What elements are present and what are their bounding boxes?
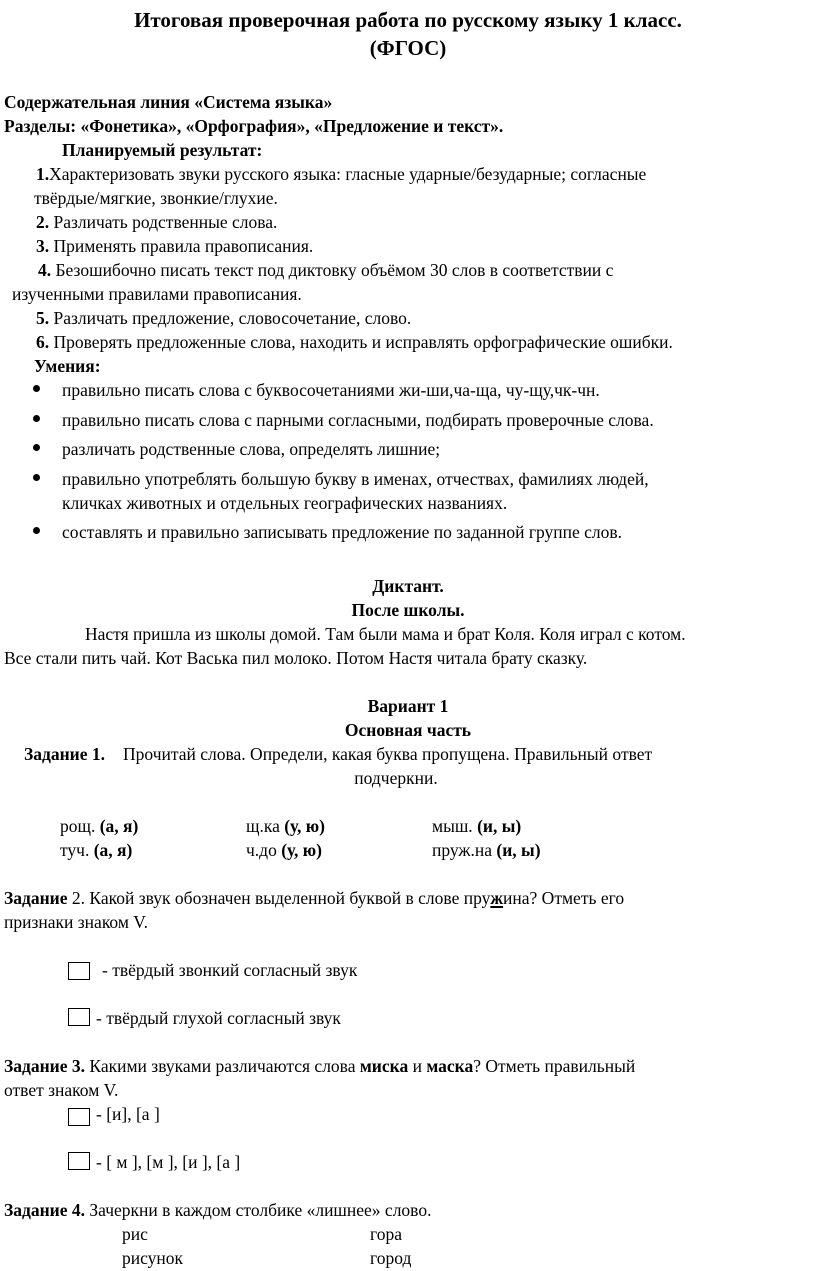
result-num: 3. [36,236,50,256]
result-text: Проверять предложенные слова, находить и исправлять орфографические ошибки. [49,332,673,352]
column-1-word[interactable]: рис [122,1224,148,1244]
task-3-question [4,1054,635,1078]
sections-line: Разделы: «Фонетика», «Орфография», «Предложение и текст». [4,116,504,136]
column-2-word[interactable]: гора [370,1224,403,1244]
result-num: 5. [36,308,50,328]
task-2-question [4,886,624,910]
task-text: ? Отметь правильный [473,1056,636,1076]
answer-checkbox[interactable] [68,1152,90,1170]
answer-checkbox[interactable] [68,1008,90,1026]
column-1-word[interactable]: рисунок [122,1248,184,1268]
bullet-icon [33,415,40,422]
answer-option: - [и], [а ] [96,1104,160,1124]
skill-item: составлять и правильно записывать предложение по заданной группе слов. [62,522,623,542]
dictation-line-2: Все стали пить чай. Кот Васька пил молоко. Потом Настя читала брату сказку. [4,648,588,668]
dictation-heading: Диктант. [372,576,444,596]
task-text: Зачеркни в каждом столбике «лишнее» слово. [85,1200,432,1220]
content-line: Содержательная линия «Система языка» [4,92,333,112]
variant-subheading: Основная часть [344,720,472,740]
word-options: (у, ю) [284,816,326,836]
result-text: Различать родственные слова. [49,212,278,232]
result-1 [36,162,646,186]
word-item [432,814,521,838]
word-options: (и, ы) [496,840,541,860]
page-title: Итоговая проверочная работа по русскому языку 1 класс. [134,8,682,32]
column-2-word[interactable]: город [370,1248,412,1268]
word-stem: мыш. [432,816,478,836]
task-label: Задание 1. [24,744,106,764]
word-maska: маска [426,1056,474,1076]
result-4 [38,258,613,282]
result-1-cont: твёрдые/мягкие, звонкие/глухие. [34,188,278,208]
word-options: (у, ю) [281,840,322,860]
result-num: 2. [36,212,50,232]
word-item [60,838,132,862]
word-item [246,838,322,862]
planned-heading: Планируемый результат: [62,140,263,160]
word-stem: рощ. [60,816,100,836]
task-text: ина? Отметь его [503,888,625,908]
task-text: и [408,1056,427,1076]
word-stem: туч. [60,840,94,860]
task-text: Какими звуками различаются слова [85,1056,360,1076]
word-options: (а, я) [99,816,139,836]
task-2-question-cont: признаки знаком V. [4,912,149,932]
skills-heading: Умения: [34,356,101,376]
answer-option: - твёрдый глухой согласный звук [96,1008,341,1028]
bullet-icon [33,385,40,392]
result-5 [36,306,411,330]
bullet-icon [33,474,40,481]
result-num: 1. [36,164,50,184]
task-text: 2. Какой звук обозначен выделенной буквой в слове пру [67,888,491,908]
dictation-line-1: Настя пришла из школы домой. Там были мама и брат Коля. Коля играл с котом. [85,624,686,644]
word-stem: ч.до [246,840,282,860]
result-3 [36,234,313,258]
result-num: 6. [36,332,50,352]
task-1-question [24,742,652,766]
bullet-icon [33,444,40,451]
task-label: Задание 4. [4,1200,86,1220]
task-text: Прочитай слова. Определи, какая буква пропущена. Правильный ответ [123,744,653,764]
word-stem: щ.ка [246,816,285,836]
page-subtitle: (ФГОС) [369,36,447,60]
result-4-cont: изученными правилами правописания. [12,284,302,304]
skill-item: правильно писать слова с буквосочетаниями жи-ши,ча-ща, чу-щу,чк-чн. [62,380,600,400]
result-text: Различать предложение, словосочетание, слово. [49,308,412,328]
task-4-question [4,1198,431,1222]
task-3-question-cont: ответ знаком V. [4,1080,119,1100]
result-2 [36,210,277,234]
variant-heading: Вариант 1 [367,696,449,716]
skill-item: правильно употреблять большую букву в именах, отчествах, фамилиях людей, [62,469,649,489]
word-miska: миска [359,1056,409,1076]
skill-item: правильно писать слова с парными согласными, подбирать проверочные слова. [62,410,654,430]
skill-item: различать родственные слова, определять лишние; [62,439,441,459]
highlighted-letter: ж [490,888,504,908]
answer-checkbox[interactable] [68,1108,90,1126]
result-text: Применять правила правописания. [49,236,314,256]
word-options: (и, ы) [477,816,522,836]
skill-item-cont: кличках животных и отдельных географических названиях. [62,493,508,513]
word-options: (а, я) [93,840,133,860]
word-item [246,814,325,838]
result-num: 4. [38,260,52,280]
result-6 [36,330,673,354]
word-item [60,814,138,838]
word-item [432,838,541,862]
dictation-title: После школы. [351,600,465,620]
task-label: Задание [4,888,68,908]
bullet-icon [33,527,40,534]
answer-option: - [ м ], [м ], [и ], [а ] [96,1152,241,1172]
word-stem: пруж.на [432,840,497,860]
result-text: Характеризовать звуки русского языка: гласные ударные/безударные; согласные [49,164,647,184]
task-1-question-cont: подчеркни. [354,768,438,788]
answer-checkbox[interactable] [68,962,90,980]
task-label: Задание 3. [4,1056,86,1076]
result-text: Безошибочно писать текст под диктовку объёмом 30 слов в соответствии с [51,260,614,280]
answer-option: - твёрдый звонкий согласный звук [102,960,358,980]
